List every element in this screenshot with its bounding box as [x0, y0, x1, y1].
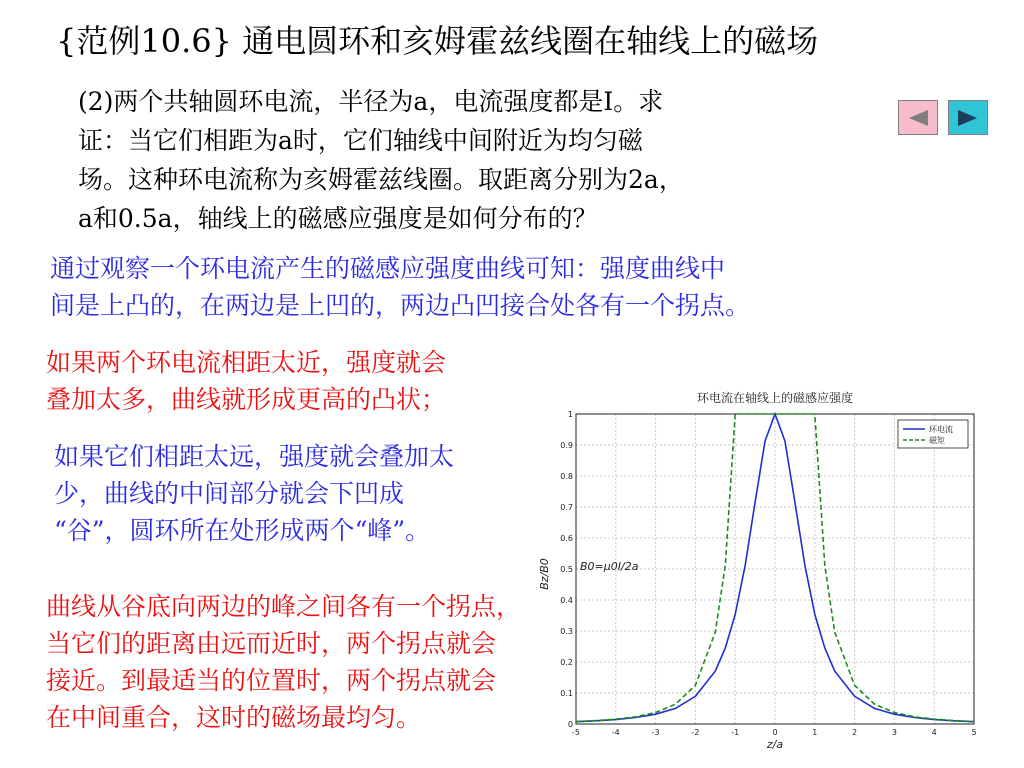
y-tick-label: 0.5 [560, 565, 573, 574]
y-tick-label: 0.8 [560, 472, 573, 481]
paragraph-line: 曲线从谷底向两边的峰之间各有一个拐点， [46, 592, 522, 621]
problem-line: 证：当它们相距为a时，它们轴线中间附近为均匀磁 [78, 126, 643, 155]
paragraph-line: “谷”，圆环所在处形成两个“峰”。 [54, 516, 431, 545]
paragraph-line: 在中间重合，这时的磁场最均匀。 [46, 703, 422, 732]
x-tick-label: -3 [651, 728, 660, 737]
chart-annotation: B0=μ0I/2a [580, 560, 639, 573]
paragraph-line: 如果它们相距太远，强度就会叠加太 [54, 442, 455, 471]
y-tick-label: 0.2 [560, 658, 573, 667]
x-tick-label: 5 [971, 728, 977, 737]
far-spacing-paragraph [54, 438, 454, 549]
x-tick-label: 2 [852, 728, 858, 737]
chart-svg [536, 384, 984, 756]
y-tick-label: 0 [567, 720, 573, 729]
paragraph-line: 少，曲线的中间部分就会下凹成 [54, 479, 405, 508]
paragraph-line: 如果两个环电流相距太近，强度就会 [46, 348, 447, 377]
x-tick-label: -4 [611, 728, 620, 737]
problem-statement [78, 82, 890, 238]
problem-line: a和0.5a，轴线上的磁感应强度是如何分布的？ [78, 204, 598, 233]
slide-title: {范例10.6} 通电圆环和亥姆霍兹线圈在轴线上的磁场 [56, 22, 819, 60]
next-slide-button[interactable] [948, 100, 988, 135]
paragraph-line: 当它们的距离由远而近时，两个拐点就会 [46, 629, 497, 658]
y-tick-label: 0.4 [560, 596, 573, 605]
inflection-paragraph [46, 588, 521, 736]
x-tick-label: -2 [691, 728, 700, 737]
y-axis-label: Bz/B0 [538, 558, 551, 590]
triangle-left-icon [906, 108, 930, 128]
chart-legend [898, 420, 968, 448]
y-tick-label: 0.6 [560, 534, 573, 543]
close-spacing-paragraph [46, 344, 446, 418]
y-tick-label: 0.1 [560, 689, 573, 698]
x-tick-label: -1 [731, 728, 740, 737]
x-tick-label: 1 [812, 728, 818, 737]
y-tick-label: 0.3 [560, 627, 573, 636]
previous-slide-button[interactable] [898, 100, 938, 135]
y-tick-label: 0.7 [560, 503, 573, 512]
paragraph-line: 间是上凸的，在两边是上凹的，两边凸凹接合处各有一个拐点。 [50, 291, 751, 320]
paragraph-line: 叠加太多，曲线就形成更高的凸状； [46, 385, 447, 414]
triangle-right-icon [956, 108, 980, 128]
x-tick-label: 0 [772, 728, 778, 737]
paragraph-line: 接近。到最适当的位置时，两个拐点就会 [46, 666, 497, 695]
problem-line: 场。这种环电流称为亥姆霍兹线圈。取距离分别为2a， [78, 165, 684, 194]
x-tick-label: -5 [572, 728, 580, 737]
x-tick-label: 3 [891, 728, 897, 737]
y-tick-label: 0.9 [560, 441, 573, 450]
legend-label: 磁矩 [929, 436, 945, 445]
x-tick-label: 4 [931, 728, 937, 737]
field-chart [536, 384, 984, 760]
legend-label: 环电流 [929, 425, 953, 434]
y-tick-label: 1 [567, 410, 573, 419]
observation-paragraph [50, 250, 750, 324]
problem-line: (2)两个共轴圆环电流，半径为a，电流强度都是I。求 [78, 87, 664, 116]
chart-title: 环电流在轴线上的磁感应强度 [696, 391, 854, 405]
paragraph-line: 通过观察一个环电流产生的磁感应强度曲线可知：强度曲线中 [50, 254, 726, 283]
x-axis-label: z/a [766, 738, 784, 751]
